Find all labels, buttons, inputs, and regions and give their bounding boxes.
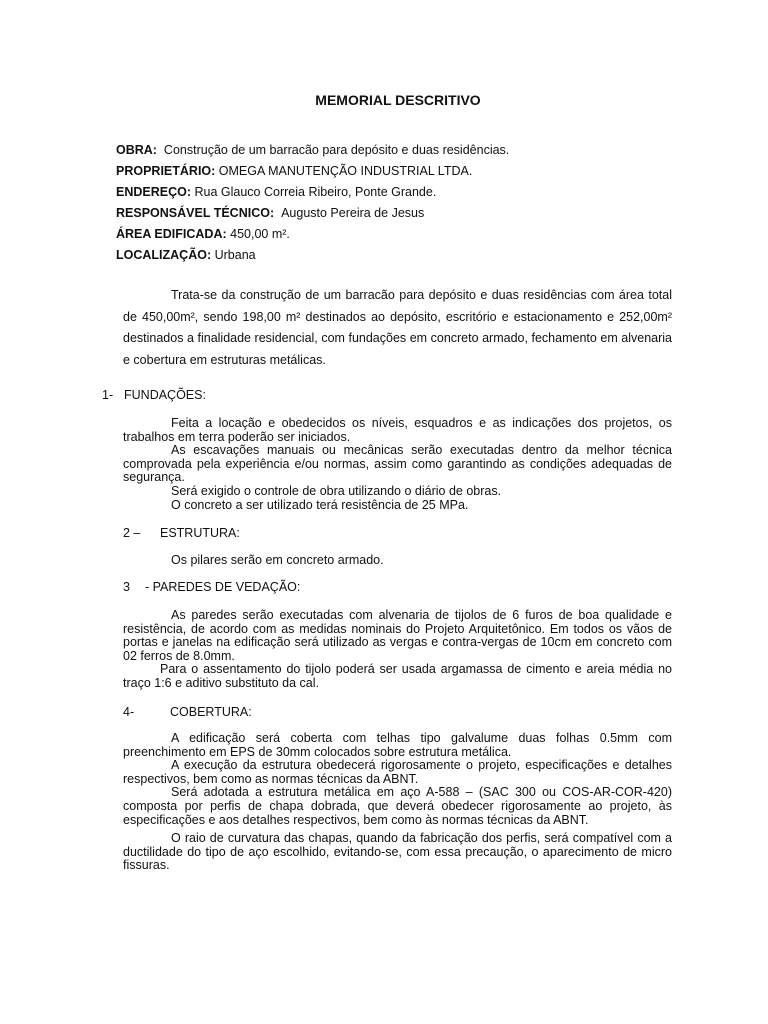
- paragraph: As escavações manuais ou mecânicas serão executadas dentro da melhor técnica comprovada pela experiência e/ou normas, assim como garantindo as condições adequadas de segurança.: [123, 443, 672, 485]
- section-body-cobertura: [123, 732, 672, 873]
- meta-label: ENDEREÇO:: [116, 185, 192, 199]
- meta-endereco: [116, 184, 509, 205]
- intro-paragraph: Trata-se da construção de um barracão para depósito e duas residências com área total de 450,00m², sendo 198,00 m² destinados ao depósito, escritório e estacionamento e 252,00m² destinados a finalidade residencial, com fundações em concreto armado, fechamento em alvenaria e cobertura em estruturas metálicas.: [123, 288, 672, 367]
- meta-area: [116, 226, 509, 247]
- meta-value: 450,00 m².: [230, 227, 290, 241]
- section-body-estrutura: [123, 554, 672, 568]
- section-number: 4-: [123, 705, 135, 719]
- paragraph: O concreto a ser utilizado terá resistência de 25 MPa.: [171, 497, 469, 512]
- section-heading-estrutura: [123, 526, 240, 540]
- paragraph: A execução da estrutura obedecerá rigorosamente o projeto, especificações e detalhes respectivos, bem como as normas técnicas da ABNT.: [123, 758, 672, 786]
- section-title: FUNDAÇÕES:: [124, 388, 206, 402]
- section-title: ESTRUTURA:: [160, 526, 240, 540]
- section-heading-fundacoes: [102, 388, 206, 402]
- section-title: COBERTURA:: [170, 705, 252, 719]
- meta-label: OBRA:: [116, 143, 157, 157]
- paragraph: Será exigido o controle de obra utilizando o diário de obras.: [171, 483, 502, 498]
- paragraph: Feita a locação e obedecidos os níveis, esquadros e as indicações dos projetos, os trabalhos em terra poderão ser iniciados.: [123, 416, 672, 444]
- section-body-paredes: [123, 609, 672, 691]
- section-number: 1-: [102, 388, 114, 402]
- meta-value: Rua Glauco Correia Ribeiro, Ponte Grande.: [194, 185, 437, 199]
- meta-label: PROPRIETÁRIO:: [116, 164, 216, 178]
- meta-value: Urbana: [214, 248, 256, 262]
- project-info: [116, 142, 509, 268]
- document-title: MEMORIAL DESCRITIVO: [315, 92, 481, 108]
- section-title: - PAREDES DE VEDAÇÃO:: [145, 580, 301, 594]
- section-heading-cobertura: [123, 705, 252, 719]
- paragraph: A edificação será coberta com telhas tipo galvalume duas folhas 0.5mm com preenchimento em EPS de 30mm colocados sobre estrutura metálica.: [123, 731, 672, 759]
- paragraph: Será adotada a estrutura metálica em aço A-588 – (SAC 300 ou COS-AR-COR-420) composta por perfis de chapa dobrada, que deverá obedecer rigorosamente ao projeto, às especificações e aos detalhes respectivos, bem como às normas técnicas da ABNT.: [123, 785, 672, 827]
- meta-label: RESPONSÁVEL TÉCNICO:: [116, 206, 275, 220]
- meta-label: LOCALIZAÇÃO:: [116, 248, 212, 262]
- section-body-fundacoes: [123, 417, 672, 512]
- meta-proprietario: [116, 163, 509, 184]
- meta-value: OMEGA MANUTENÇÃO INDUSTRIAL LTDA.: [218, 164, 473, 178]
- section-number: 3: [123, 580, 130, 594]
- section-heading-paredes: [123, 580, 300, 594]
- meta-obra: [116, 142, 509, 163]
- meta-value: Construção de um barracão para depósito e duas residências.: [163, 143, 510, 157]
- section-number: 2 –: [123, 526, 141, 540]
- meta-responsavel: [116, 205, 509, 226]
- paragraph: Para o assentamento do tijolo poderá ser usada argamassa de cimento e areia média no traço 1:6 e aditivo substituto da cal.: [123, 662, 672, 690]
- meta-localizacao: [116, 247, 509, 268]
- meta-value: Augusto Pereira de Jesus: [281, 206, 425, 220]
- paragraph: As paredes serão executadas com alvenaria de tijolos de 6 furos de boa qualidade e resistência, de acordo com as medidas nominais do Projeto Arquitetônico. Em todos os vãos de portas e janelas na edificação será utilizado as vergas e contra-vergas de 10cm em concreto com 02 ferros de 8.0mm.: [123, 608, 672, 663]
- paragraph: Os pilares serão em concreto armado.: [171, 553, 384, 567]
- meta-label: ÁREA EDIFICADA:: [116, 227, 227, 241]
- paragraph: O raio de curvatura das chapas, quando da fabricação dos perfis, será compatível com a ductilidade do tipo de aço escolhido, evitando-se, com essa precaução, o aparecimento de micro fissuras.: [123, 831, 672, 873]
